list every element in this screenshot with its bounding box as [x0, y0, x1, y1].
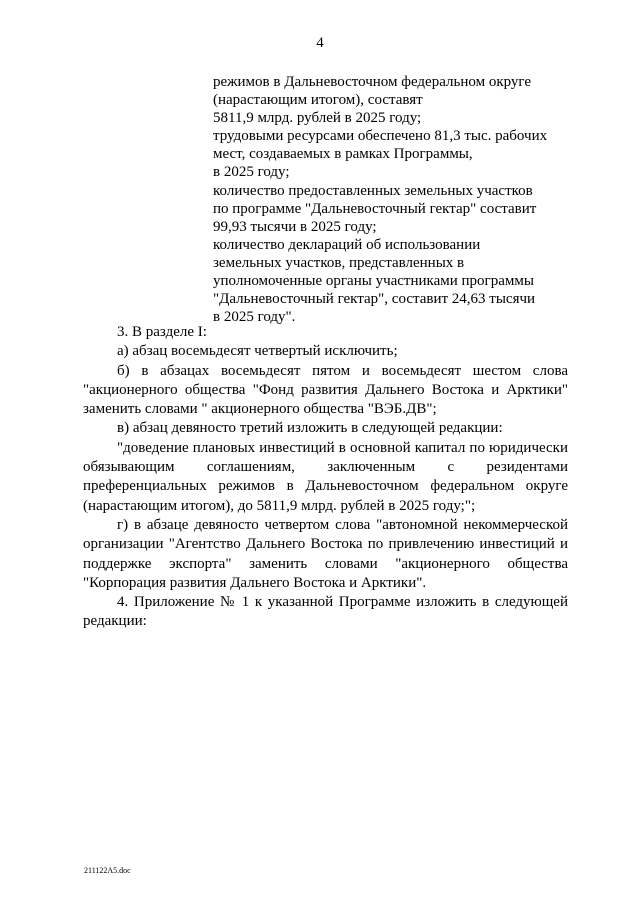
text-line: "Дальневосточный гектар", составит 24,63 тысячи	[213, 291, 536, 308]
text-line: по программе "Дальневосточный гектар" составит	[213, 200, 537, 217]
document-file-code: 211122A5.doc	[84, 866, 131, 875]
paragraph: г) в абзаце девяносто четвертом слова "автономной некоммерческой организации "Агентство Дальнего Востока по привлечению инвестиций и поддержке экспорта" заменить словами "акционерного общества "Корпорация развития Дальнего Востока и Арктики".	[83, 516, 568, 591]
text-line: трудовыми ресурсами обеспечено 81,3 тыс. рабочих	[213, 128, 548, 145]
text-line: (нарастающим итогом), составят	[213, 92, 423, 109]
text-line: уполномоченные органы участниками программы	[213, 273, 534, 290]
paragraph: а) абзац восемьдесят четвертый исключить;	[117, 343, 398, 360]
paragraph: б) в абзацах восемьдесят пятом и восемьдесят шестом слова "акционерного общества "Фонд развития Дальнего Востока и Арктики" заменить словами " акционерного общества "ВЭБ.ДВ";	[83, 362, 568, 418]
text-line: земельных участков, представленных в	[213, 254, 465, 271]
section-heading: 3. В разделе I:	[117, 324, 207, 340]
text-line: в 2025 году;	[213, 164, 290, 181]
text-line: мест, создаваемых в рамках Программы,	[213, 146, 473, 163]
paragraph: 4. Приложение № 1 к указанной Программе изложить в следующей редакции:	[83, 594, 568, 630]
text-line: 5811,9 млрд. рублей в 2025 году;	[213, 110, 422, 127]
quoted-indicators-block	[213, 73, 553, 326]
text-line: количество предоставленных земельных участков	[213, 182, 533, 199]
quoted-paragraph: "доведение плановых инвестиций в основной капитал по юридически обязывающим соглашениям, заключенным с резидентами преференциальных режимов в Дальневосточном федеральном округе (нарастающим итогом), до 5811,9 млрд. рублей в 2025 году;";	[83, 439, 568, 514]
text-line: режимов в Дальневосточном федеральном округе	[213, 74, 532, 90]
document-body	[83, 323, 568, 632]
page-number: 4	[316, 35, 324, 51]
text-line: 99,93 тысячи в 2025 году;	[213, 218, 377, 235]
text-line: количество деклараций об использовании	[213, 236, 481, 253]
text-line: в 2025 году".	[213, 309, 296, 326]
paragraph: в) абзац девяносто третий изложить в следующей редакции:	[117, 420, 503, 437]
